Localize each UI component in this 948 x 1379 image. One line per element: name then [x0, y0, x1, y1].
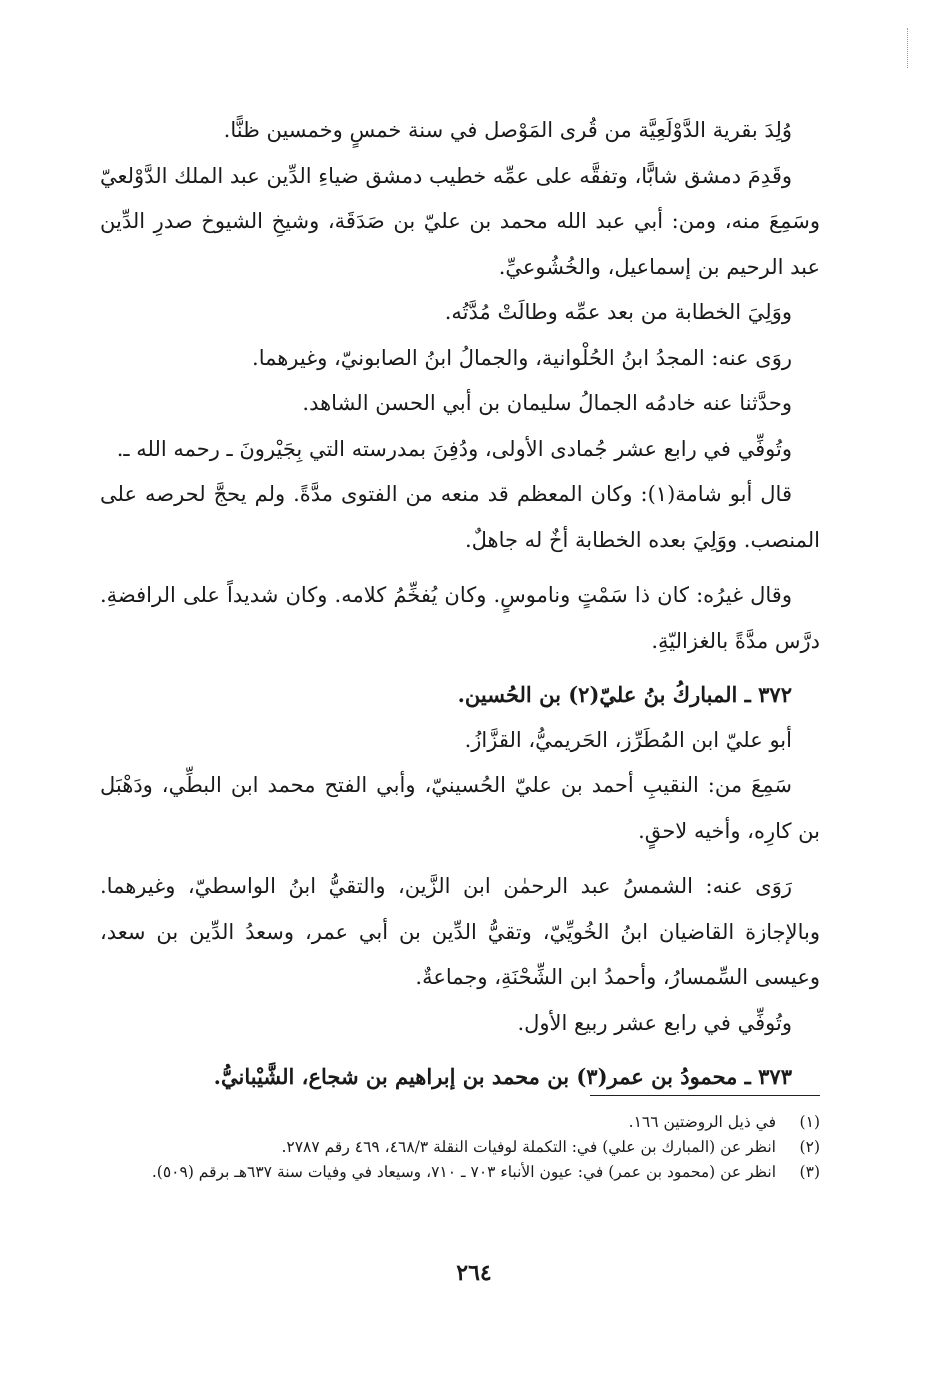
footnote-1	[100, 1110, 820, 1135]
footnote-number: (٣)	[799, 1163, 820, 1181]
paragraph-372-kunya: أبو عليّ ابن المُطَرِّز، الحَريميُّ، القزَّازُ.	[464, 727, 792, 752]
paragraph-birth: وُلِدَ بقرية الدَّوْلَعِيَّة من قُرى المَوْصل في سنة خمسٍ وخمسين ظنًّا.	[223, 118, 792, 142]
footnote-text: انظر عن (المبارك بن علي) في: التكملة لوفيات النقلة ٤٦٨/٣، ٤٦٩ رقم ٢٧٨٧.	[281, 1138, 776, 1156]
footnote-number: (١)	[799, 1113, 820, 1131]
paragraph-servant: وحدَّثنا عنه خادمُه الجمالُ سليمان بن أبي الحسن الشاهد.	[302, 391, 792, 415]
paragraph-khitaba: ووَلِيَ الخطابة من بعد عمِّه وطالَتْ مُدَّتُه.	[444, 300, 792, 324]
paragraph-others-said: وقال غيرُه: كان ذا سَمْتٍ وناموسٍ. وكان يُفخِّمُ كلامه. وكان شديداً على الرافضةِ. درَّس مدَّةً بالغزاليّةِ.	[100, 583, 820, 653]
footnote-separator	[590, 1095, 820, 1096]
paragraph-death: وتُوفِّي في رابع عشر جُمادى الأولى، ودُفِنَ بمدرسته التي بِجَيْرونَ ـ رحمه الله ـ.	[116, 436, 792, 461]
paragraph-abu-shama: قال أبو شامة(١): وكان المعظم قد منعه من الفتوى مدَّةً. ولم يحجَّ لحرصه على المنصب. ووَلِيَ بعده الخطابة أخٌ له جاهلٌ.	[100, 482, 820, 552]
biography-title-372: ٣٧٢ ـ المباركُ بنُ عليّ(٢) بن الحُسين.	[457, 682, 792, 707]
footnote-2	[100, 1135, 820, 1160]
footnote-number: (٢)	[799, 1138, 820, 1156]
paragraph-372-narrators: رَوَى عنه: الشمسُ عبد الرحمٰن ابن الزَّين، والتقيُّ ابنُ الواسطيّ، وغيرهما. وبالإجازة القاضيان ابنُ الخُويِّيّ، وتقيُّ الدِّين بن أبي عمر، وسعدُ الدِّين بن سعد، وعيسى السِّمسارُ، وأحمدُ ابن الشِّحْنَةِ، وجماعةٌ.	[100, 874, 820, 989]
paragraph-372-death: وتُوفِّي في رابع عشر ربيع الأول.	[517, 1010, 792, 1035]
paragraph-narrators: روَى عنه: المجدُ ابنُ الحُلْوانية، والجمالُ ابنُ الصابونيّ، وغيرهما.	[252, 345, 792, 370]
page-edge-mark	[907, 28, 908, 68]
footnotes	[100, 1095, 820, 1185]
footnote-text: انظر عن (محمود بن عمر) في: عيون الأنباء ٧٠٣ ـ ٧١٠، وسيعاد في وفيات سنة ٦٣٧هـ برقم (٥٠٩).	[151, 1163, 776, 1181]
footnote-3	[100, 1160, 820, 1185]
main-text	[100, 108, 820, 1100]
paragraph-teachers: وقَدِمَ دمشق شابًّا، وتفقَّه على عمِّه خطيب دمشق ضياءِ الدِّين عبد الملك الدَّوْلعيّ وسَمِعَ منه، ومن: أبي عبد الله محمد بن عليّ بن صَدَقَة، وشيخِ الشيوخ صدرِ الدِّين عبد الرحيم بن إسماعيل، والخُشُوعيِّ.	[100, 163, 820, 279]
paragraph-372-heard: سَمِعَ من: النقيبِ أحمد بن عليّ الحُسينيّ، وأبي الفتح محمد ابن البطِّي، ودَهْبَل بن كارِه، وأخيه لاحقٍ.	[100, 773, 820, 843]
page-number: ٢٦٤	[456, 1260, 492, 1286]
footnote-text: في ذيل الروضتين ١٦٦.	[628, 1113, 776, 1131]
biography-title-373: ٣٧٣ ـ محمودُ بن عمر(٣) بن محمد بن إبراهيم بن شجاع، الشَّيْبانيُّ.	[213, 1064, 792, 1089]
